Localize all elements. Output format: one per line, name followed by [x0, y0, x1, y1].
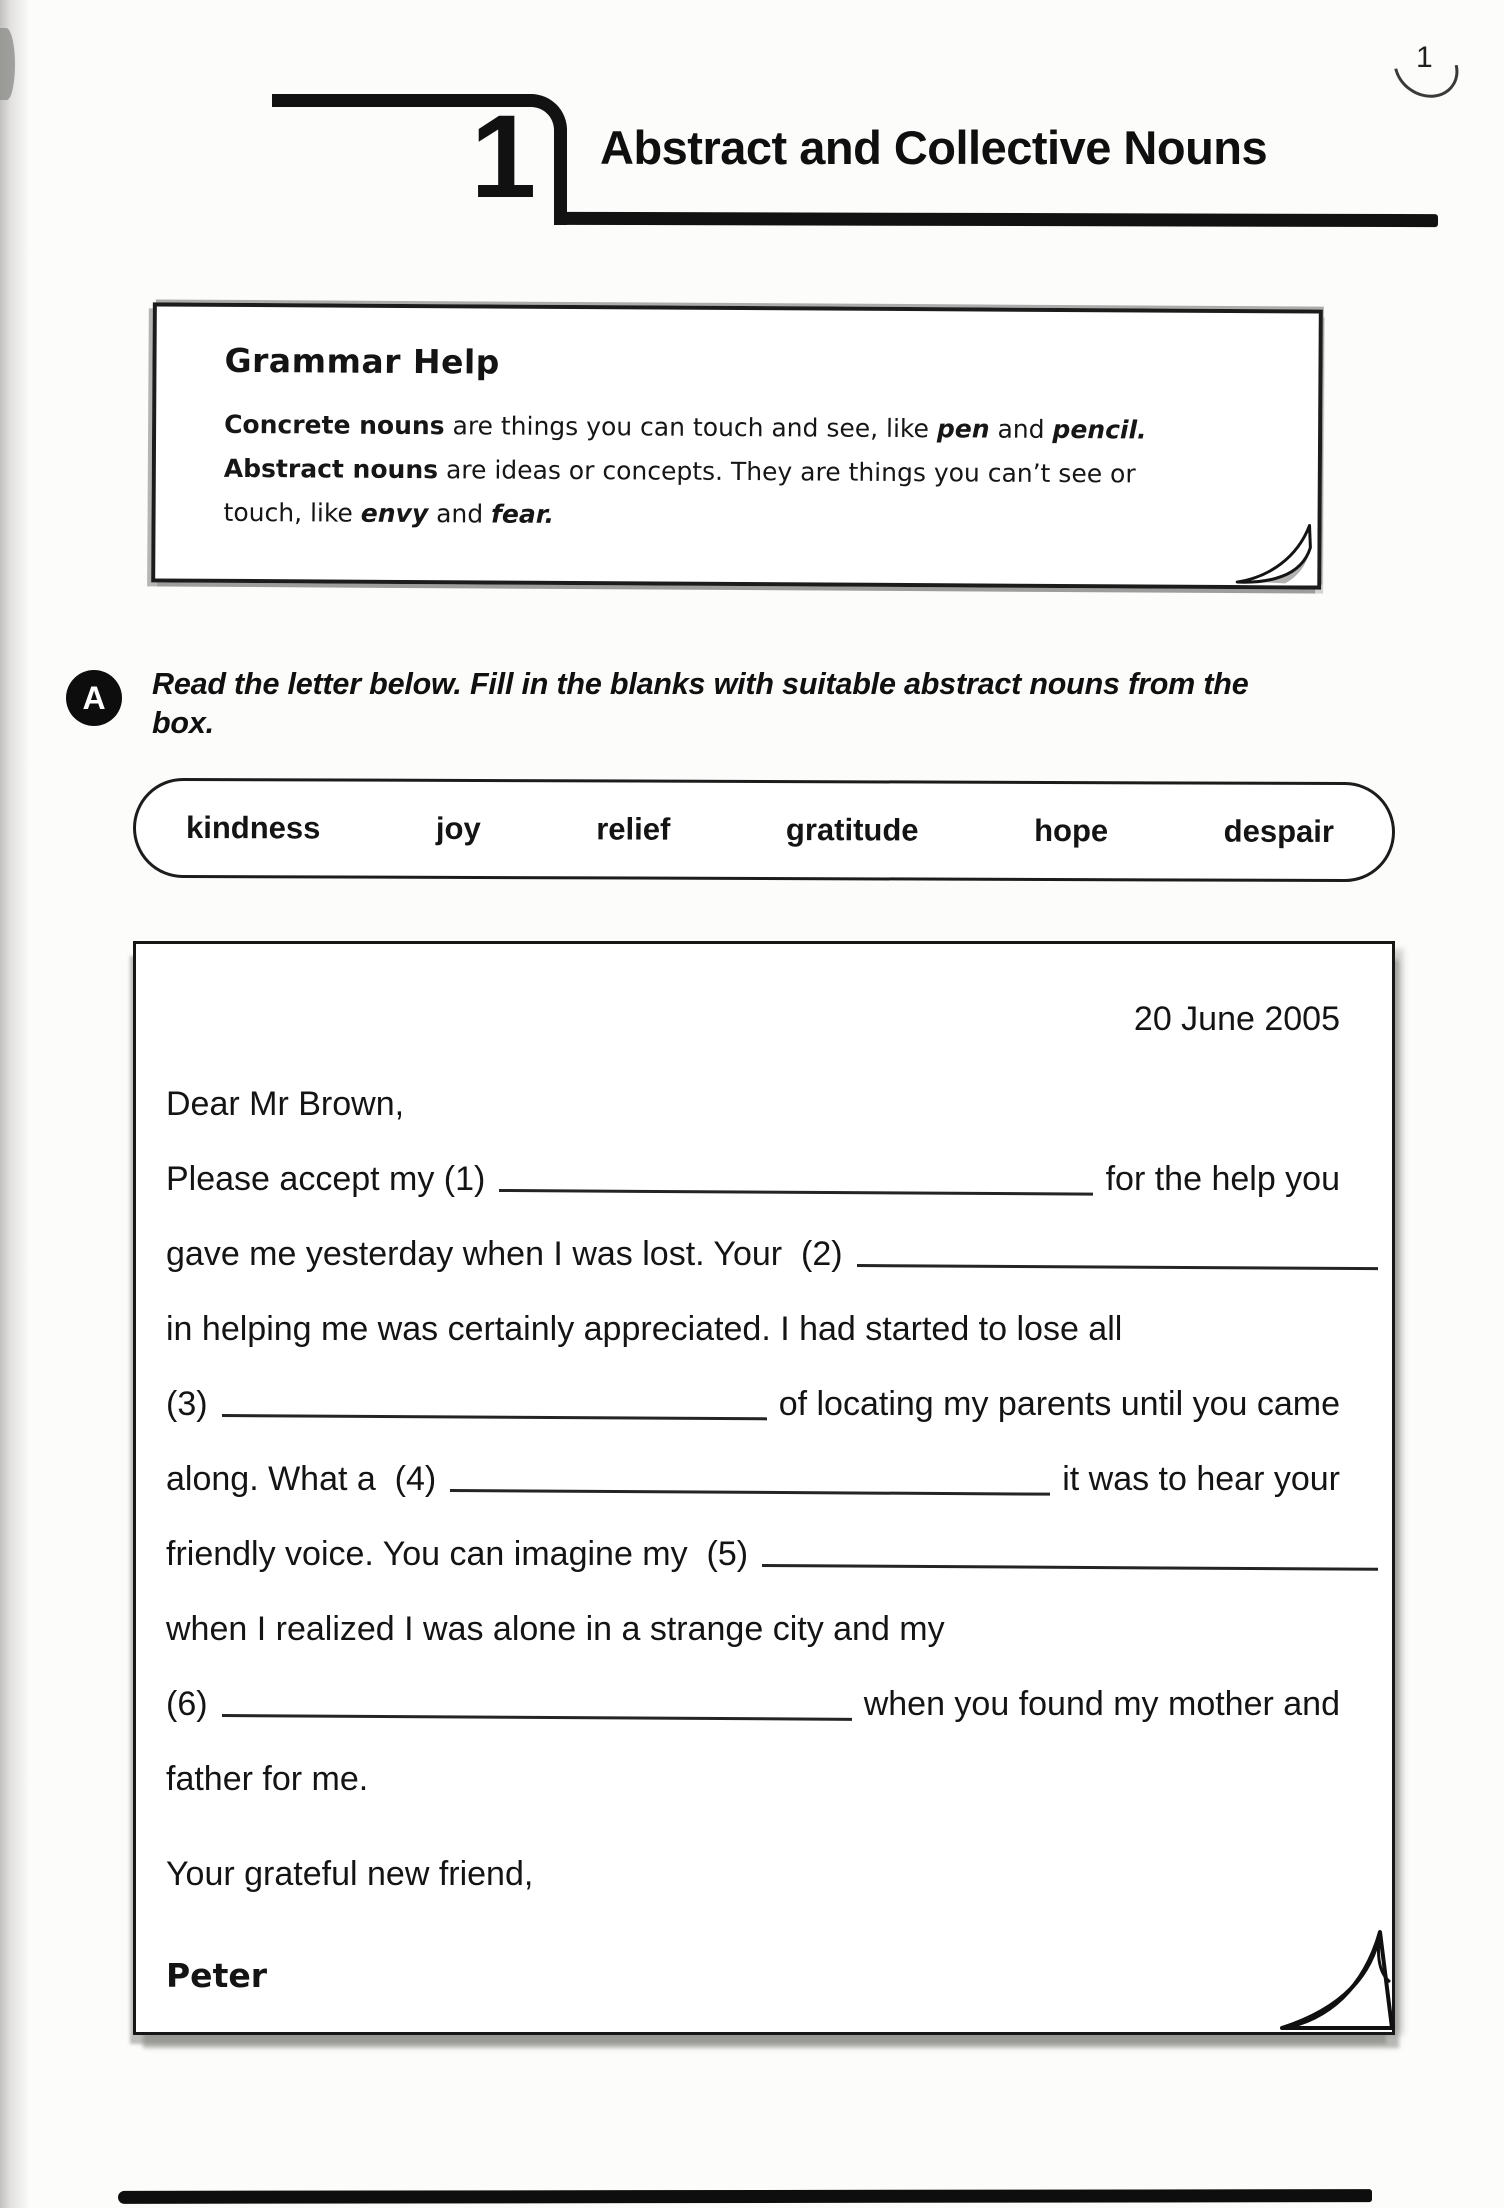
blank-line-4 [450, 1487, 1050, 1496]
word-item: joy [435, 810, 481, 847]
letter-date-text: 20 June 2005 [1133, 1000, 1340, 1038]
word-bank [133, 778, 1395, 882]
title-underline [560, 212, 1438, 227]
letter-closing-text: Your grateful new friend, [166, 1855, 534, 1893]
scan-edge [0, 0, 30, 2208]
grammar-text-segment: and [989, 414, 1053, 444]
letter-line [166, 1759, 1340, 1800]
page-number-badge [1392, 38, 1460, 96]
letter-line [166, 1234, 1378, 1275]
chapter-number: 1 [470, 91, 532, 223]
letter-line [166, 1309, 1340, 1350]
letter-date [166, 999, 1340, 1040]
letter-line-text: when you found my mother and [863, 1685, 1340, 1723]
exercise-a-badge [66, 670, 122, 726]
letter-line-text: gave me yesterday when I was lost. Your (2) [166, 1235, 843, 1273]
grammar-example: pencil. [1052, 414, 1147, 445]
word-item: relief [596, 811, 671, 847]
grammar-help-line [224, 447, 1284, 497]
word-item: despair [1223, 813, 1335, 849]
grammar-term: Abstract nouns [223, 453, 439, 485]
grammar-text-segment: are ideas or concepts. They are things you can’t see or [437, 455, 1136, 489]
instruction-line: box. [152, 706, 214, 740]
letter-line-text: in helping me was certainly appreciated. I had started to lose all [166, 1310, 1123, 1348]
exercise-a-label: A [82, 679, 106, 716]
exercise-a-instruction [152, 660, 1446, 743]
letter-line-text: of locating my parents until you came [778, 1385, 1340, 1423]
grammar-example: fear. [491, 499, 555, 529]
word-item: gratitude [785, 812, 919, 848]
grammar-help-line [224, 403, 1284, 453]
grammar-help-line [223, 491, 1283, 541]
letter-closing [166, 1854, 1340, 1895]
blank-line-5 [762, 1562, 1378, 1571]
exercise-a [66, 660, 1446, 743]
letter-line-text: for the help you [1105, 1160, 1340, 1198]
letter-signature [166, 1956, 1340, 1996]
word-item: hope [1034, 812, 1109, 849]
page-title: Abstract and Collective Nouns [600, 121, 1268, 174]
grammar-help-box [151, 302, 1323, 589]
letter-line-text: it was to hear your [1062, 1460, 1340, 1498]
letter-line-text: father for me. [166, 1760, 369, 1798]
page-number: 1 [1416, 41, 1433, 74]
word-item: kindness [185, 809, 321, 846]
letter-line [166, 1609, 1340, 1650]
letter-line-text: Please accept my (1) [166, 1160, 486, 1198]
letter-line [166, 1384, 1340, 1425]
grammar-example: pen [936, 414, 990, 444]
page-curl-icon [1274, 1914, 1396, 2036]
blank-line-2 [857, 1262, 1378, 1270]
letter-line [166, 1684, 1340, 1725]
grammar-text-segment: touch, like [223, 497, 361, 528]
letter-signature-text: Peter [166, 1956, 267, 1995]
grammar-text-segment: and [428, 499, 492, 529]
letter-line-text: along. What a (4) [166, 1460, 437, 1498]
letter-line-text: friendly voice. You can imagine my (5) [166, 1535, 749, 1573]
letter-line [166, 1534, 1378, 1575]
blank-line-6 [222, 1712, 852, 1721]
bottom-scan-bar [118, 2189, 1372, 2204]
letter-salutation [166, 1084, 1340, 1125]
letter-line [166, 1159, 1340, 1200]
instruction-line: Read the letter below. Fill in the blanks with suitable abstract nouns from the [152, 667, 1249, 701]
grammar-term: Concrete nouns [224, 409, 445, 441]
grammar-help-heading: Grammar Help [224, 340, 501, 382]
grammar-example: envy [360, 498, 429, 529]
letter [133, 941, 1395, 2035]
letter-line-text: (3) [166, 1385, 208, 1423]
blank-line-1 [499, 1187, 1093, 1196]
page-curl-icon [1229, 521, 1321, 590]
letter-line-text: when I realized I was alone in a strange city and my [166, 1610, 945, 1648]
letter-line [166, 1459, 1340, 1500]
letter-line-text: (6) [166, 1685, 208, 1723]
letter-salutation-text: Dear Mr Brown, [166, 1085, 405, 1123]
blank-line-3 [222, 1412, 767, 1420]
grammar-help-text [223, 403, 1284, 541]
grammar-text-segment: are things you can touch and see, like [444, 411, 937, 444]
